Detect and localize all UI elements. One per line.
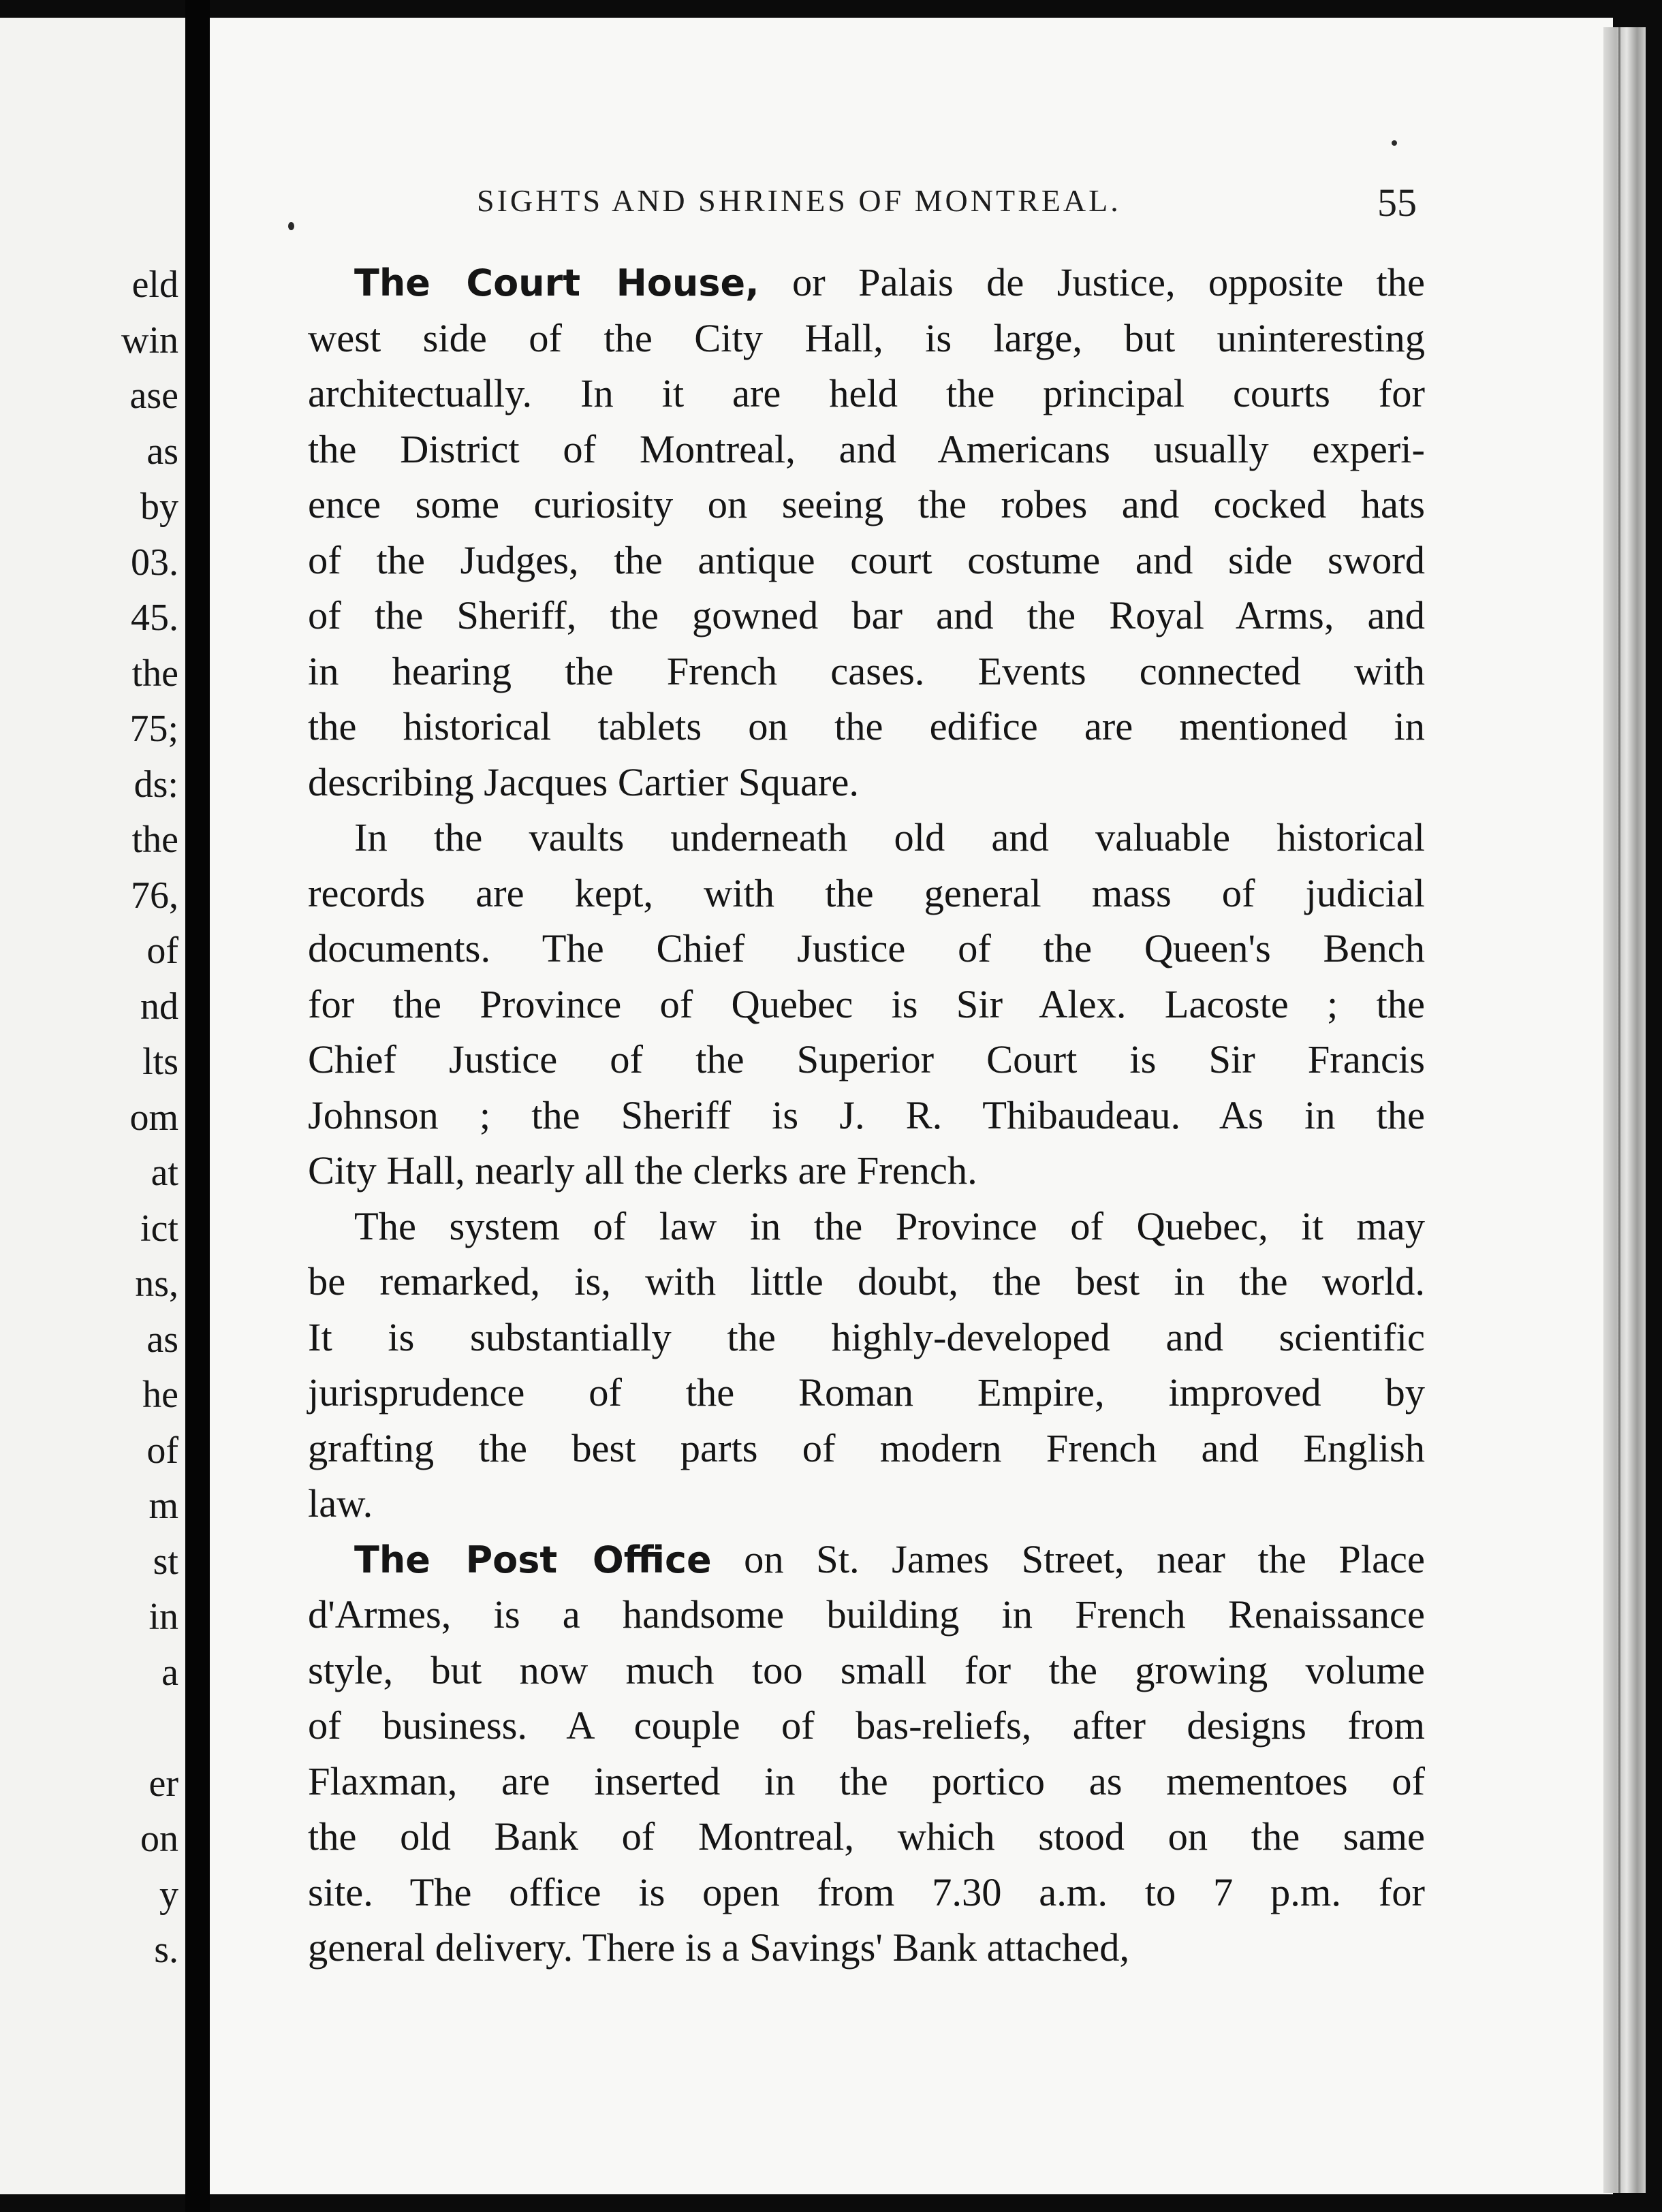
text-line: records are kept, with the general mass of judicial xyxy=(308,870,1425,915)
ink-speck xyxy=(1392,140,1397,146)
text-line: Johnson ; the Sheriff is J. R. Thibaudeau. As in the xyxy=(308,1092,1425,1137)
paragraph-post-office xyxy=(308,1587,1425,1976)
text-line: of business. A couple of bas-reliefs, after designs from xyxy=(308,1703,1425,1748)
text-line: Flaxman, are inserted in the portico as mementoes of xyxy=(308,1758,1425,1803)
text-line: the District of Montreal, and Americans usually experi- xyxy=(308,426,1425,471)
text-line: The system of law in the Province of Quebec, it may xyxy=(354,1203,1425,1248)
section-heading-court-house: The Court House, xyxy=(354,262,759,304)
text-line: ence some curiosity on seeing the robes and cocked hats xyxy=(308,482,1425,526)
left-page-fragment: 75; xyxy=(129,708,178,750)
text-line: documents. The Chief Justice of the Queen's Bench xyxy=(308,926,1425,970)
text-line: grafting the best parts of modern French and English xyxy=(308,1425,1425,1470)
left-page-fragment: as xyxy=(146,430,178,473)
text-line: It is substantially the highly-developed and scientific xyxy=(308,1314,1425,1359)
left-page-fragment: ds: xyxy=(134,763,178,806)
page-body xyxy=(308,255,1425,1976)
left-page-fragment: st xyxy=(153,1540,178,1583)
left-page-fragment: er xyxy=(148,1762,178,1805)
left-page-fragment: lts xyxy=(142,1041,178,1083)
paragraph-system-of-law xyxy=(308,1199,1425,1532)
text-line: of the Sheriff, the gowned bar and the Royal Arms, and xyxy=(308,593,1425,637)
paragraph-vaults xyxy=(308,810,1425,1199)
left-page-fragment: in xyxy=(148,1596,178,1638)
left-page-fragment: win xyxy=(121,319,178,362)
left-page-fragment: 03. xyxy=(131,541,178,584)
text-line: the old Bank of Montreal, which stood on the same xyxy=(308,1814,1425,1859)
book-gutter xyxy=(185,0,210,2212)
left-page-fragment: ns, xyxy=(135,1263,178,1305)
text-line: the historical tablets on the edifice are mentioned in xyxy=(308,704,1425,748)
text-line: in hearing the French cases. Events connected with xyxy=(308,648,1425,693)
text-line: general delivery. There is a Savings' Bank attached, xyxy=(308,1925,1130,1970)
ink-speck xyxy=(288,222,294,230)
text-line: west side of the City Hall, is large, but uninteresting xyxy=(308,315,1425,360)
left-page-fragment: as xyxy=(146,1318,178,1361)
text-run: or Palais de Justice, opposite the xyxy=(759,260,1425,304)
text-line: d'Armes, is a handsome building in French Renaissance xyxy=(308,1592,1425,1637)
left-page-fragment: om xyxy=(129,1096,178,1139)
left-page-fragment: of xyxy=(146,1429,178,1472)
left-page-fragment: ict xyxy=(140,1207,178,1250)
left-page-fragment: by xyxy=(140,486,178,528)
paragraph-court-house xyxy=(308,311,1425,810)
left-page-fragment: 45. xyxy=(131,597,178,639)
left-page-fragment: m xyxy=(148,1485,178,1527)
page-number: 55 xyxy=(1377,180,1417,225)
left-page-fragment: nd xyxy=(140,985,178,1028)
paragraph-post-office-first-line xyxy=(308,1532,1425,1587)
paragraph-court-house-first-line xyxy=(308,255,1425,311)
text-line: describing Jacques Cartier Square. xyxy=(308,759,859,804)
left-page-margin xyxy=(0,18,185,2194)
text-line: law. xyxy=(308,1481,373,1526)
text-line: style, but now much too small for the growing volume xyxy=(308,1647,1425,1692)
left-page-fragment: he xyxy=(142,1374,178,1416)
text-run: on St. James Street, near the Place xyxy=(711,1536,1425,1581)
text-line: City Hall, nearly all the clerks are French. xyxy=(308,1148,977,1192)
left-page-fragment: ase xyxy=(129,375,178,417)
left-page-fragment: s. xyxy=(154,1929,178,1971)
left-page-fragment: the xyxy=(131,652,178,695)
text-line: In the vaults underneath old and valuable historical xyxy=(354,815,1425,859)
text-line: Chief Justice of the Superior Court is Sir Francis xyxy=(308,1037,1425,1081)
left-page-fragment: eld xyxy=(131,264,178,306)
running-title: SIGHTS AND SHRINES OF MONTREAL. xyxy=(477,183,1121,218)
text-line: site. The office is open from 7.30 a.m. to 7 p.m. for xyxy=(308,1869,1425,1914)
left-page-fragment: at xyxy=(151,1152,178,1194)
left-page-fragment: the xyxy=(131,819,178,861)
page-edge-stack xyxy=(1603,27,1646,2193)
text-line: of the Judges, the antique court costume and side sword xyxy=(308,537,1425,582)
text-line: architectually. In it are held the principal courts for xyxy=(308,371,1425,415)
left-page-fragment: of xyxy=(146,930,178,972)
text-line: be remarked, is, with little doubt, the best in the world. xyxy=(308,1259,1425,1304)
left-page-fragment: 76, xyxy=(131,874,178,917)
left-page-fragment: y xyxy=(159,1873,178,1916)
text-line: for the Province of Quebec is Sir Alex. Lacoste ; the xyxy=(308,981,1425,1026)
left-page-fragment: a xyxy=(161,1651,178,1694)
left-page-fragment: on xyxy=(140,1818,178,1860)
text-line: jurisprudence of the Roman Empire, improved by xyxy=(308,1370,1425,1415)
section-heading-post-office: The Post Office xyxy=(354,1538,712,1581)
